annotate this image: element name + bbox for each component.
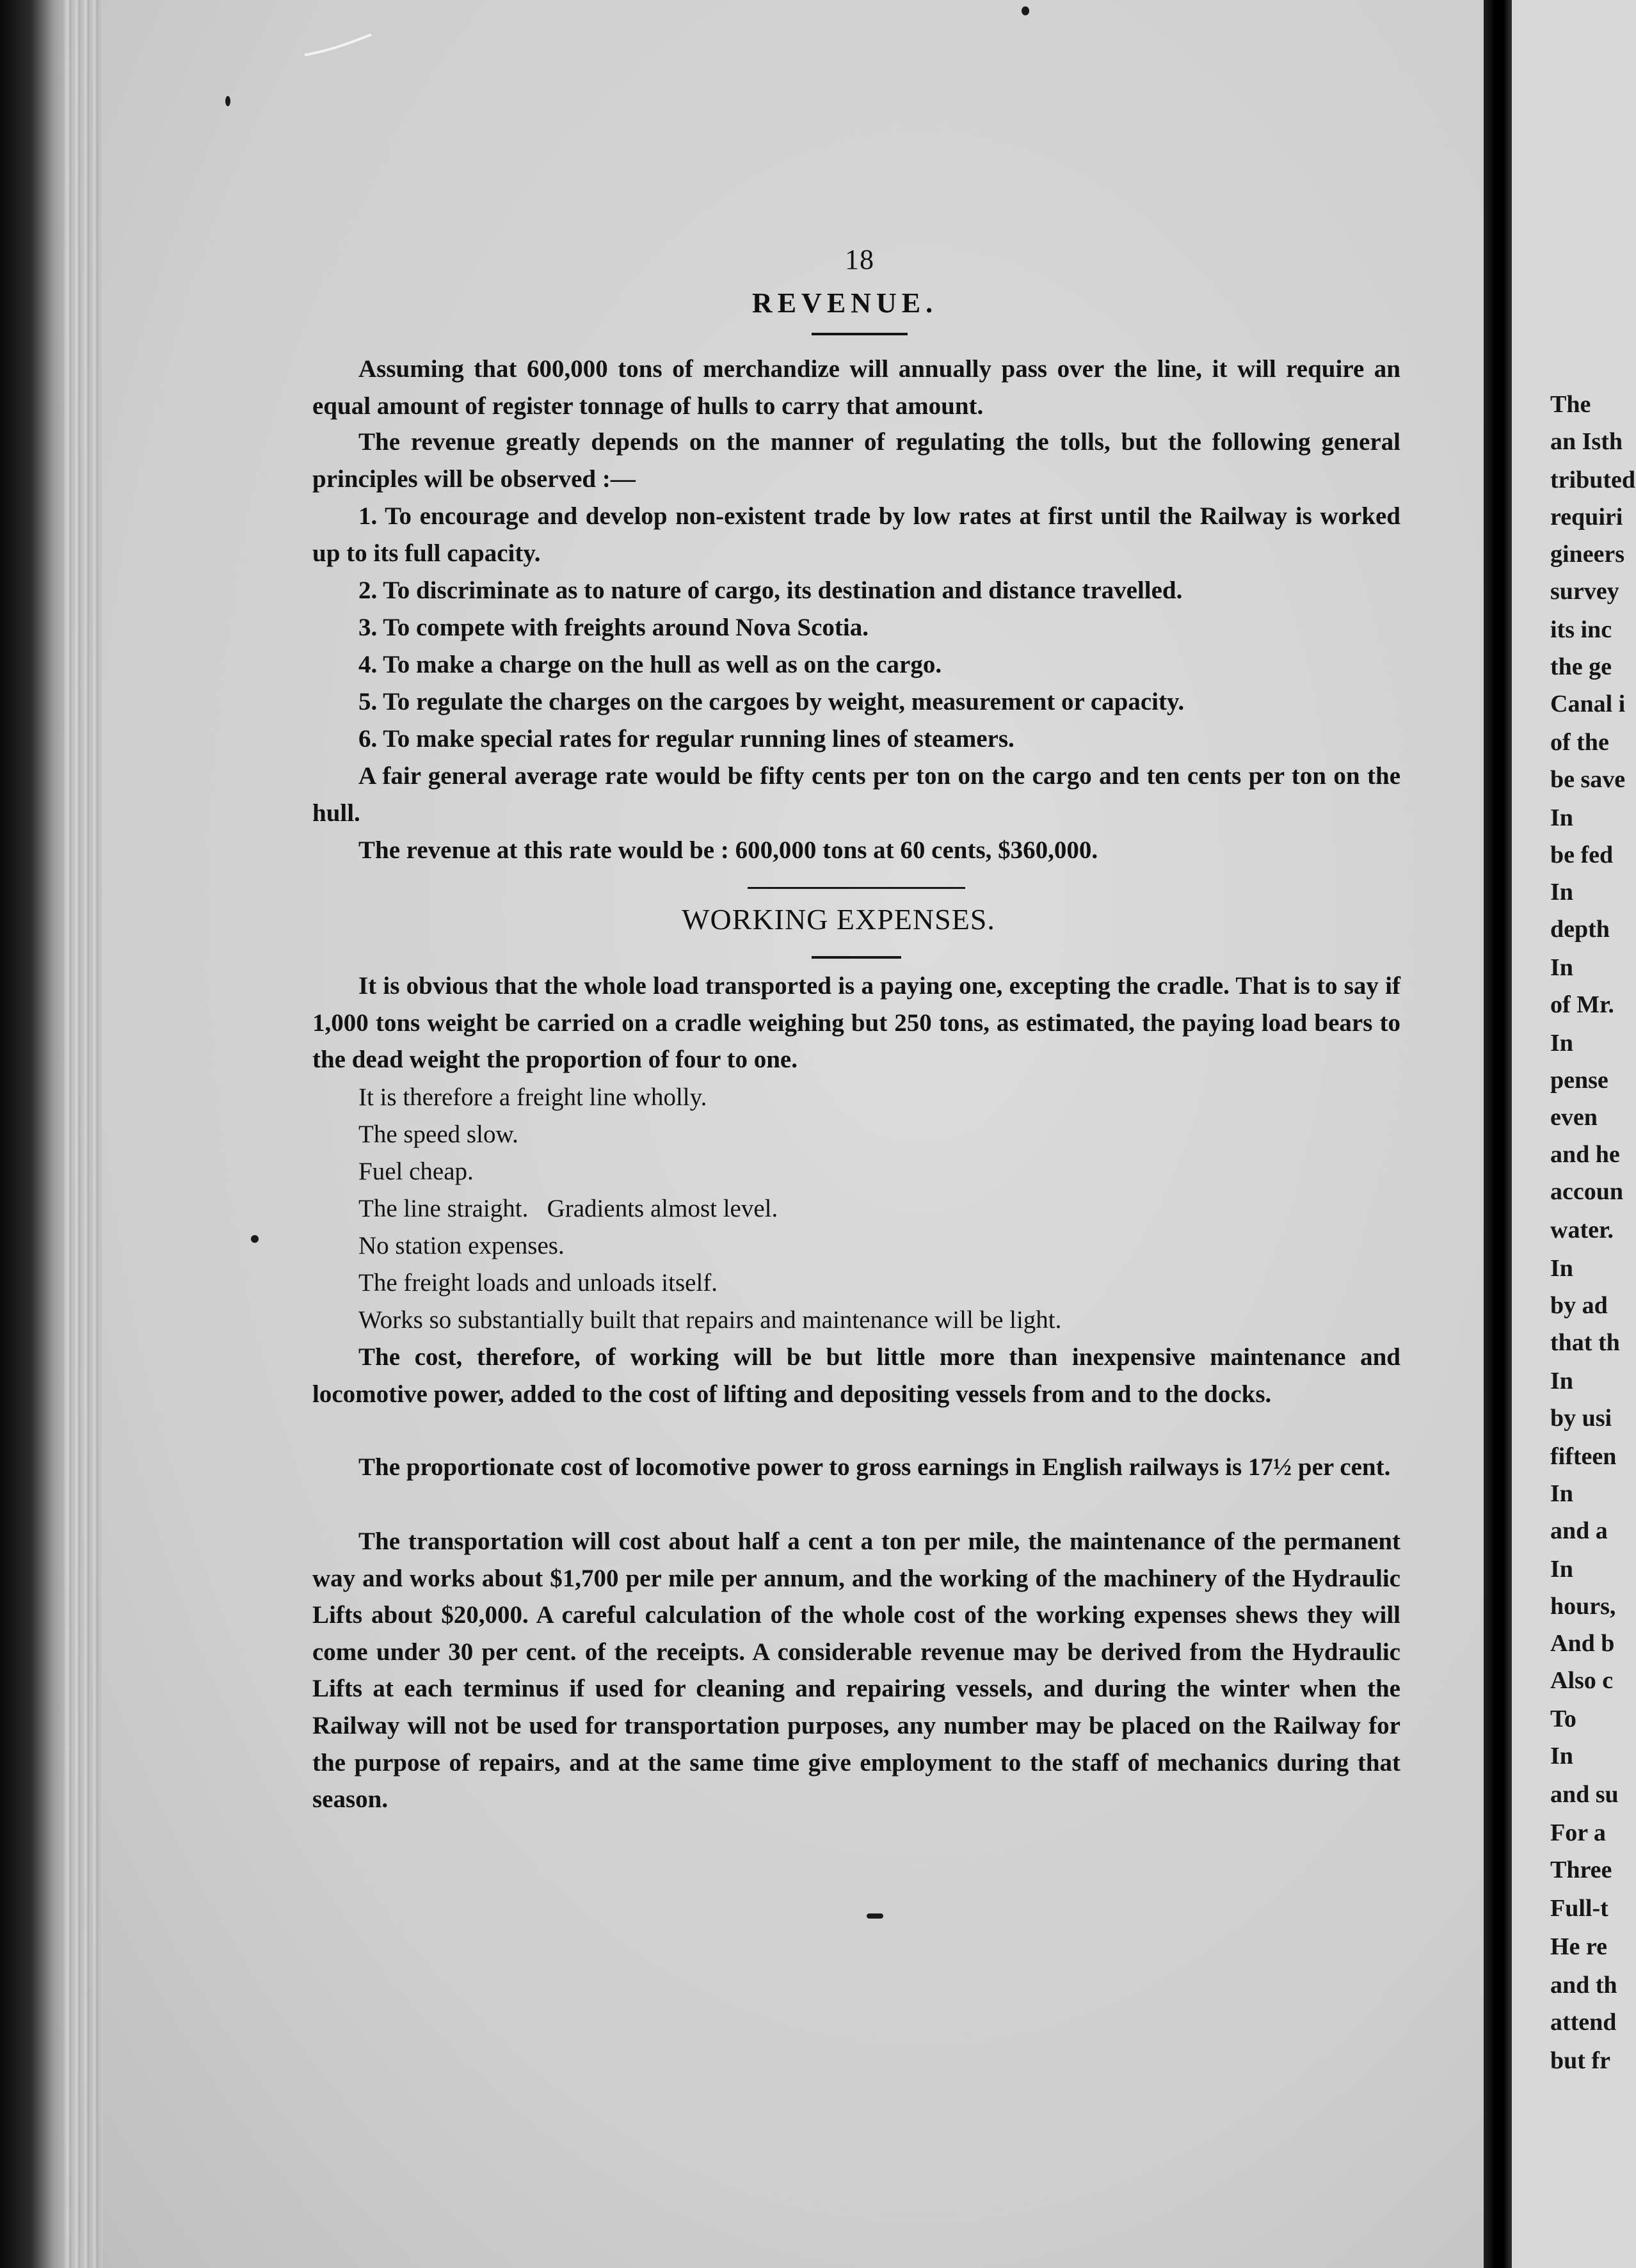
scan-speck (225, 96, 230, 106)
paragraph: The transportation will cost about half a cent a ton per mile, the maintenance of the permanent way and works about $1,700 per mile per annum, and the working of the machinery of the Hydraulic Lifts about $20,000. A careful calculation of the whole cost of the working expenses shews they will come under 30 per cent. of the receipts. A considerable revenue may be derived from the Hydraulic Lifts at each terminus if used for cleaning and repairing vessels, and during the winter when the Railway will not be used for transportation purposes, any number may be placed on the Railway for the purpose of repairs, and at the same time give employment to the staff of mechanics during that season. (312, 1528, 1400, 1814)
text-line: The line straight. Gradients almost level. (358, 1195, 778, 1222)
paragraph: The proportionate cost of locomotive power to gross earnings in English railways is 17½ per cent. (358, 1453, 1391, 1481)
facing-page-line: Three (1550, 1857, 1612, 1883)
facing-page-line: In (1550, 1743, 1573, 1769)
facing-page-line: requiri (1550, 504, 1623, 531)
facing-page-line: and he (1550, 1141, 1620, 1168)
facing-page-line: Also c (1550, 1667, 1614, 1694)
facing-page-line: And b (1550, 1630, 1615, 1657)
section-divider (748, 887, 965, 889)
paragraph: A fair general average rate would be fifty cents per ton on the cargo and ten cents per ton on the hull. (312, 762, 1400, 827)
facing-page-line: an Isth (1550, 428, 1623, 455)
facing-page-line: Full-t (1550, 1895, 1608, 1922)
facing-page-line: survey (1550, 578, 1619, 605)
facing-page (1512, 0, 1636, 2268)
facing-page-line: that th (1550, 1329, 1620, 1356)
book-gutter (1484, 0, 1512, 2268)
facing-page-line: The (1550, 391, 1591, 418)
text-line: Fuel cheap. (358, 1158, 474, 1185)
facing-page-line: accoun (1550, 1178, 1623, 1205)
facing-page-line: by usi (1550, 1405, 1612, 1432)
text-line: The freight loads and unloads itself. (358, 1269, 718, 1297)
list-item: 1. To encourage and develop non-existent trade by low rates at first until the Railway is worked up to its full capacity. (312, 502, 1400, 567)
facing-page-line: In (1550, 954, 1573, 981)
facing-page-line: In (1550, 1255, 1573, 1282)
facing-page-line: In (1550, 879, 1573, 906)
page-number: 18 (845, 244, 874, 275)
facing-page-line: gineers (1550, 541, 1625, 568)
facing-page-line: For a (1550, 1819, 1606, 1846)
text-line: The speed slow. (358, 1121, 518, 1148)
facing-page-line: but fr (1550, 2047, 1610, 2074)
section-heading-revenue: REVENUE. (751, 287, 938, 319)
facing-page-line: depth (1550, 916, 1610, 943)
paragraph: Assuming that 600,000 tons of merchandize will annually pass over the line, it will require an equal amount of register tonnage of hulls to carry that amount. (312, 355, 1400, 420)
list-item: 3. To compete with freights around Nova Scotia. (358, 614, 869, 641)
scan-speck (1022, 6, 1029, 15)
facing-page-line: and a (1550, 1517, 1608, 1544)
facing-page-line: hours, (1550, 1593, 1616, 1620)
list-item: 2. To discriminate as to nature of cargo, its destination and distance travelled. (358, 577, 1183, 604)
text-line: No station expenses. (358, 1232, 565, 1259)
facing-page-line: water. (1550, 1217, 1614, 1243)
list-item: 4. To make a charge on the hull as well as on the cargo. (358, 651, 942, 678)
list-item: 6. To make special rates for regular running lines of steamers. (358, 725, 1014, 753)
facing-page-line: and su (1550, 1781, 1619, 1808)
facing-page-line: tributed (1550, 467, 1635, 493)
section-heading-working-expenses: WORKING EXPENSES. (682, 903, 995, 936)
facing-page-line: and th (1550, 1972, 1617, 1999)
facing-page-line: of the (1550, 729, 1609, 756)
paragraph: It is obvious that the whole load transported is a paying one, excepting the cradle. That is to say if 1,000 tons weight be carried on a cradle weighing but 250 tons, as estimated, the paying load bears to the dead weight the proportion of four to one. (312, 972, 1400, 1074)
facing-page-line: In (1550, 1368, 1573, 1394)
facing-page-line: by ad (1550, 1292, 1608, 1319)
facing-page-line: In (1550, 804, 1573, 831)
document-page (64, 0, 1491, 2268)
facing-page-line: fifteen (1550, 1443, 1617, 1470)
heading-rule (812, 956, 901, 959)
paragraph: The revenue greatly depends on the manner of regulating the tolls, but the following general principles will be observed :— (312, 428, 1400, 493)
facing-page-line: its inc (1550, 616, 1612, 643)
text-line: It is therefore a freight line wholly. (358, 1083, 707, 1111)
facing-page-line: In (1550, 1030, 1573, 1057)
scan-speck (867, 1913, 883, 1919)
text-line: Works so substantially built that repairs and maintenance will be light. (358, 1306, 1062, 1334)
facing-page-line: Canal i (1550, 691, 1626, 717)
facing-page-line: attend (1550, 2009, 1617, 2036)
facing-page-line: In (1550, 1556, 1573, 1583)
list-item: 5. To regulate the charges on the cargoes by weight, measurement or capacity. (358, 688, 1185, 715)
page-stack-edge (64, 0, 102, 2268)
paragraph: The revenue at this rate would be : 600,000 tons at 60 cents, $360,000. (358, 836, 1098, 864)
facing-page-line: be fed (1550, 842, 1614, 868)
facing-page-line: pense (1550, 1067, 1608, 1094)
heading-rule (812, 333, 908, 335)
facing-page-line: of Mr. (1550, 991, 1614, 1018)
facing-page-line: be save (1550, 766, 1626, 793)
pen-mark-icon (301, 26, 378, 64)
facing-page-line: He re (1550, 1933, 1607, 1960)
scan-speck (251, 1235, 259, 1243)
facing-page-line: the ge (1550, 653, 1612, 680)
facing-page-line: even (1550, 1104, 1598, 1131)
paragraph: The cost, therefore, of working will be but little more than inexpensive maintenance and locomotive power, added to the cost of lifting and depositing vessels from and to the docks. (312, 1343, 1400, 1408)
facing-page-line: To (1550, 1705, 1576, 1732)
facing-page-line: In (1550, 1480, 1573, 1507)
